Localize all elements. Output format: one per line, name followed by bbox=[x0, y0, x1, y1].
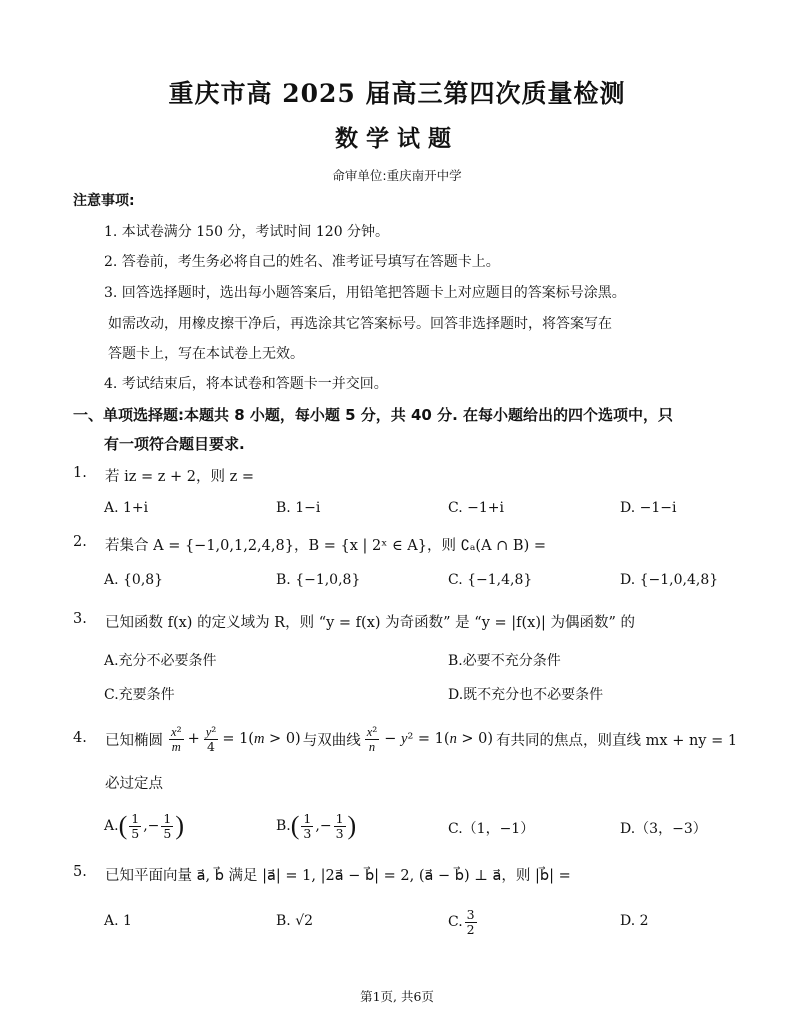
option-d: D. {−1,0,4,8} bbox=[620, 572, 719, 588]
option-b: B.必要不充分条件 bbox=[448, 653, 561, 669]
author-org: 命审单位:重庆南开中学 bbox=[332, 168, 462, 183]
question-stem: 若 iz = z + 2，则 z = bbox=[105, 469, 254, 485]
section-heading-cont: 有一项符合题目要求. bbox=[104, 435, 245, 453]
question-number: 5. bbox=[73, 864, 87, 880]
section-heading: 一、单项选择题:本题共 8 小题，每小题 5 分，共 40 分. 在每小题给出的四个选项中，只 bbox=[73, 406, 674, 424]
question-stem: 已知平面向量 a⃗, b⃗ 满足 |a⃗| = 1, |2a⃗ − b⃗| = 2, (a⃗ − b⃗) ⊥ a⃗，则 |b⃗| = bbox=[105, 868, 571, 884]
notice-heading: 注意事项: bbox=[73, 193, 135, 209]
option-c: C. {−1,4,8} bbox=[448, 572, 533, 588]
option-a: A. ( $\frac{1}{5}$ ,− $\frac{1}{5}$ ) bbox=[104, 810, 184, 841]
option-c: C.充要条件 bbox=[104, 687, 175, 703]
option-c: C. −1+i bbox=[448, 500, 504, 516]
question-stem: 若集合 A = {−1,0,1,2,4,8}，B = {x | 2ˣ ∈ A}，则 ∁ₐ(A ∩ B) = bbox=[105, 538, 546, 554]
option-b: B. 1−i bbox=[276, 500, 321, 516]
stem-text: 与双曲线 bbox=[302, 732, 361, 749]
option-label: B. bbox=[276, 818, 291, 834]
ellipse-equation: $\frac{\text{x²}}{m}$ + $\frac{\text{y²}}{4}$ = 1(m > 0) bbox=[171, 723, 301, 754]
option-label: C. bbox=[448, 914, 463, 930]
option-a: A. {0,8} bbox=[104, 572, 164, 588]
question-number: 2. bbox=[73, 534, 87, 550]
option-d: D. −1−i bbox=[620, 500, 677, 516]
notice-item-1: 1. 本试卷满分 150 分，考试时间 120 分钟。 bbox=[104, 224, 390, 240]
notice-item-3-cont: 如需改动，用橡皮擦干净后，再选涂其它答案标号。回答非选择题时，将答案写在 bbox=[108, 316, 612, 332]
subject-title: 数学试题 bbox=[335, 125, 459, 152]
option-a: A. 1 bbox=[104, 913, 132, 929]
exam-title: 重庆市高 2025 届高三第四次质量检测 bbox=[168, 79, 626, 108]
hyperbola-equation: $\frac{\text{x²}}{n}$ − y² = 1(n > 0) bbox=[366, 723, 494, 754]
option-c: C. $\frac{3}{2}$ bbox=[448, 906, 475, 937]
option-c: C.（1，−1） bbox=[448, 821, 535, 837]
option-b: B. ( $\frac{1}{3}$ ,− $\frac{1}{3}$ ) bbox=[276, 810, 357, 841]
option-b: B. {−1,0,8} bbox=[276, 572, 361, 588]
question-number: 1. bbox=[73, 465, 87, 481]
question-stem-cont: 必过定点 bbox=[105, 776, 163, 792]
question-number: 4. bbox=[73, 730, 87, 746]
option-label: A. bbox=[104, 818, 119, 834]
option-d: D.既不充分也不必要条件 bbox=[448, 687, 604, 703]
option-d: D.（3，−3） bbox=[620, 821, 707, 837]
question-stem bbox=[105, 718, 737, 760]
question-stem: 已知函数 f(x) 的定义域为 R，则 “y = f(x) 为奇函数” 是 “y = |f(x)| 为偶函数” 的 bbox=[105, 615, 636, 631]
notice-item-3: 3. 回答选择题时，选出每小题答案后，用铅笔把答题卡上对应题目的答案标号涂黑。 bbox=[104, 285, 626, 301]
option-a: A. 1+i bbox=[104, 500, 149, 516]
stem-text: 已知椭圆 bbox=[105, 732, 163, 749]
notice-item-2: 2. 答卷前，考生务必将自己的姓名、准考证号填写在答题卡上。 bbox=[104, 254, 500, 270]
notice-item-3-cont2: 答题卡上，写在本试卷上无效。 bbox=[108, 346, 304, 362]
notice-item-4: 4. 考试结束后，将本试卷和答题卡一并交回。 bbox=[104, 376, 388, 392]
option-b: B. √2 bbox=[276, 913, 314, 929]
page-footer: 第1页, 共6页 bbox=[360, 989, 434, 1004]
stem-text: 有共同的焦点，则直线 mx + ny = 1 bbox=[496, 732, 738, 749]
question-number: 3. bbox=[73, 611, 87, 627]
option-d: D. 2 bbox=[620, 913, 649, 929]
option-a: A.充分不必要条件 bbox=[104, 653, 217, 669]
